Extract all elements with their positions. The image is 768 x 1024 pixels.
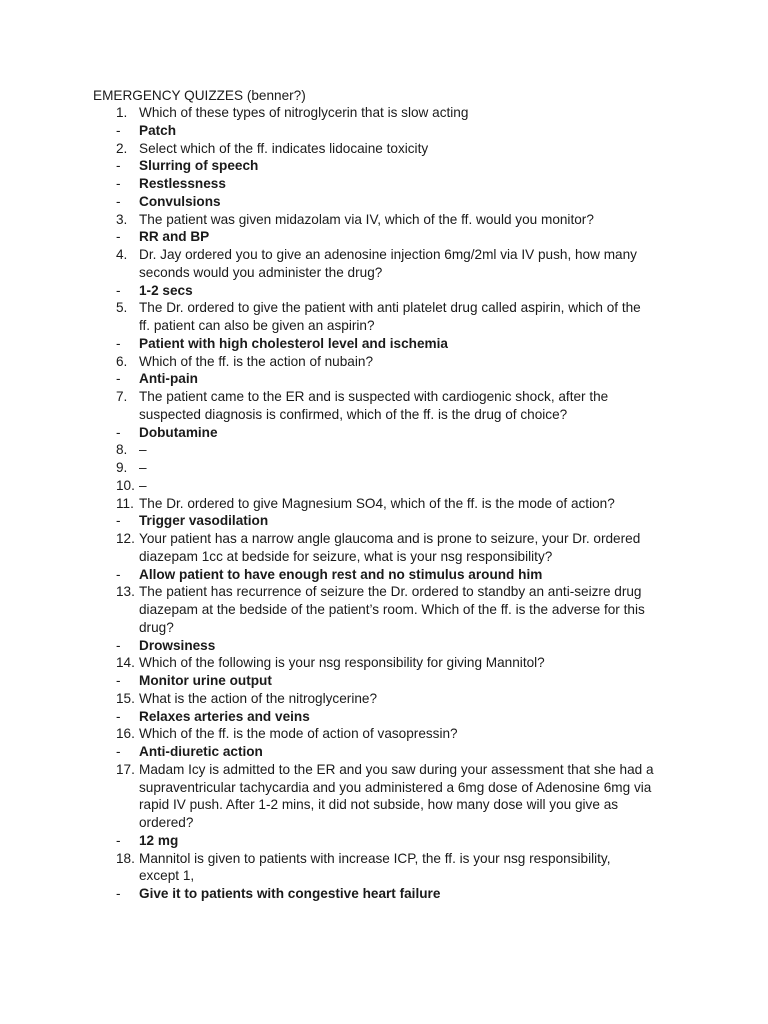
question-number: 12. — [116, 531, 135, 546]
answer-text: Give it to patients with congestive heart failure — [139, 886, 441, 901]
answer-bullet: - — [116, 886, 121, 901]
question-text: Madam Icy is admitted to the ER and you saw during your assessment that she had a — [139, 761, 654, 777]
question-number: 1. — [116, 105, 128, 120]
answer-line — [0, 370, 768, 388]
answer-line — [0, 335, 768, 353]
answer-bullet: - — [116, 744, 121, 759]
question-number: 13. — [116, 584, 135, 600]
document-title: EMERGENCY QUIZZES (benner?) — [93, 88, 306, 103]
question-number: 17. — [116, 761, 135, 777]
question-number: 14. — [116, 655, 135, 671]
question-continuation-line — [0, 619, 768, 637]
answer-bullet: - — [116, 673, 121, 688]
question-number: 18. — [116, 850, 135, 866]
question-text: The Dr. ordered to give the patient with anti platelet drug called aspirin, which of the — [139, 300, 641, 316]
answer-bullet: - — [116, 371, 121, 387]
answer-bullet: - — [116, 282, 121, 298]
answer-bullet: - — [116, 158, 121, 174]
answer-bullet: - — [116, 513, 121, 529]
question-continuation-line — [0, 317, 768, 335]
answer-text: Convulsions — [139, 193, 221, 209]
question-line — [0, 761, 768, 779]
question-text: rapid IV push. After 1-2 mins, it did not subside, how many dose will you give as — [139, 797, 619, 813]
answer-bullet: - — [116, 637, 121, 653]
answer-line — [0, 193, 768, 211]
question-line — [0, 211, 768, 229]
answer-line — [0, 424, 768, 442]
question-line — [0, 530, 768, 548]
question-line — [0, 140, 768, 158]
answer-line — [0, 708, 768, 726]
question-text: Select which of the ff. indicates lidocaine toxicity — [139, 140, 429, 156]
question-number: 4. — [116, 247, 128, 262]
question-line — [0, 690, 768, 708]
answer-line — [0, 157, 768, 175]
question-line — [0, 850, 768, 868]
question-text: drug? — [139, 619, 174, 635]
question-text: The patient has recurrence of seizure the Dr. ordered to standby an anti-seizre drug — [139, 584, 642, 600]
question-text: Which of the following is your nsg responsibility for giving Mannitol? — [139, 655, 545, 671]
answer-bullet: - — [116, 424, 121, 440]
question-line — [0, 441, 768, 459]
question-continuation-line — [0, 796, 768, 814]
answer-line — [0, 672, 768, 690]
question-number: 5. — [116, 300, 128, 316]
question-line — [0, 104, 768, 122]
answer-line — [0, 282, 768, 300]
answer-text: Patch — [139, 122, 177, 138]
answer-line — [0, 175, 768, 193]
question-continuation-line — [0, 814, 768, 832]
answer-bullet: - — [116, 708, 121, 724]
question-text: diazepam at the bedside of the patient’s room. Which of the ff. is the adverse for this — [139, 602, 645, 617]
question-text: The patient came to the ER and is suspected with cardiogenic shock, after the — [139, 389, 609, 404]
question-line — [0, 459, 768, 477]
question-number: 6. — [116, 353, 128, 369]
question-number: 9. — [116, 460, 128, 475]
question-line — [0, 388, 768, 406]
question-line — [0, 725, 768, 743]
answer-text: RR and BP — [139, 229, 210, 245]
question-continuation-line — [0, 867, 768, 885]
question-line — [0, 495, 768, 513]
question-line — [0, 654, 768, 672]
question-continuation-line — [0, 264, 768, 282]
question-text: Which of the ff. is the action of nubain? — [139, 353, 374, 369]
question-continuation-line — [0, 548, 768, 566]
answer-text: Slurring of speech — [139, 158, 259, 174]
question-text: The Dr. ordered to give Magnesium SO4, which of the ff. is the mode of action? — [139, 495, 615, 511]
question-text: except 1, — [139, 868, 195, 884]
question-text: seconds would you administer the drug? — [139, 264, 383, 280]
answer-text: Drowsiness — [139, 637, 216, 653]
question-text: ordered? — [139, 815, 194, 830]
question-text: – — [139, 460, 147, 475]
question-line — [0, 299, 768, 317]
answer-line — [0, 512, 768, 530]
answer-line — [0, 743, 768, 761]
question-text: Mannitol is given to patients with increase ICP, the ff. is your nsg responsibility, — [139, 850, 611, 866]
answer-text: Allow patient to have enough rest and no stimulus around him — [139, 566, 543, 582]
question-number: 16. — [116, 726, 135, 742]
question-number: 7. — [116, 389, 128, 404]
answer-text: Monitor urine output — [139, 673, 272, 688]
question-text: – — [139, 477, 147, 493]
question-continuation-line — [0, 406, 768, 424]
question-text: The patient was given midazolam via IV, which of the ff. would you monitor? — [139, 211, 594, 227]
question-text: ff. patient can also be given an aspirin? — [139, 318, 375, 333]
answer-line — [0, 885, 768, 903]
answer-text: Restlessness — [139, 176, 226, 191]
answer-text: 1-2 secs — [139, 282, 193, 298]
question-number: 3. — [116, 211, 128, 227]
question-line — [0, 583, 768, 601]
question-text: diazepam 1cc at bedside for seizure, what is your nsg responsibility? — [139, 548, 553, 564]
answer-bullet: - — [116, 335, 121, 351]
quiz-list — [0, 104, 768, 903]
question-number: 8. — [116, 442, 128, 458]
answer-text: 12 mg — [139, 832, 179, 848]
answer-bullet: - — [116, 832, 121, 848]
question-continuation-line — [0, 601, 768, 619]
question-number: 11. — [116, 495, 134, 511]
answer-bullet: - — [116, 566, 121, 582]
answer-text: Anti-diuretic action — [139, 744, 263, 759]
question-number: 10. — [116, 477, 135, 493]
answer-bullet: - — [116, 229, 121, 245]
answer-text: Trigger vasodilation — [139, 513, 269, 529]
question-text: – — [139, 442, 147, 458]
question-line — [0, 353, 768, 371]
question-number: 2. — [116, 140, 128, 156]
question-line — [0, 246, 768, 264]
question-text: Dr. Jay ordered you to give an adenosine injection 6mg/2ml via IV push, how many — [139, 247, 637, 262]
question-text: Which of the ff. is the mode of action of vasopressin? — [139, 726, 458, 742]
answer-line — [0, 566, 768, 584]
question-text: What is the action of the nitroglycerine? — [139, 690, 378, 706]
question-line — [0, 477, 768, 495]
answer-line — [0, 228, 768, 246]
answer-text: Patient with high cholesterol level and ischemia — [139, 335, 448, 351]
question-number: 15. — [116, 690, 135, 706]
question-text: suspected diagnosis is confirmed, which of the ff. is the drug of choice? — [139, 406, 568, 422]
answer-line — [0, 832, 768, 850]
answer-text: Relaxes arteries and veins — [139, 708, 310, 724]
question-text: Which of these types of nitroglycerin that is slow acting — [139, 105, 469, 120]
answer-bullet: - — [116, 122, 121, 138]
question-text: Your patient has a narrow angle glaucoma and is prone to seizure, your Dr. ordered — [139, 531, 641, 546]
answer-text: Dobutamine — [139, 424, 218, 440]
question-continuation-line — [0, 779, 768, 797]
answer-bullet: - — [116, 176, 121, 191]
answer-line — [0, 637, 768, 655]
answer-text: Anti-pain — [139, 371, 198, 387]
question-text: supraventricular tachycardia and you administered a 6mg dose of Adenosine 6mg via — [139, 779, 652, 795]
answer-line — [0, 122, 768, 140]
answer-bullet: - — [116, 193, 121, 209]
